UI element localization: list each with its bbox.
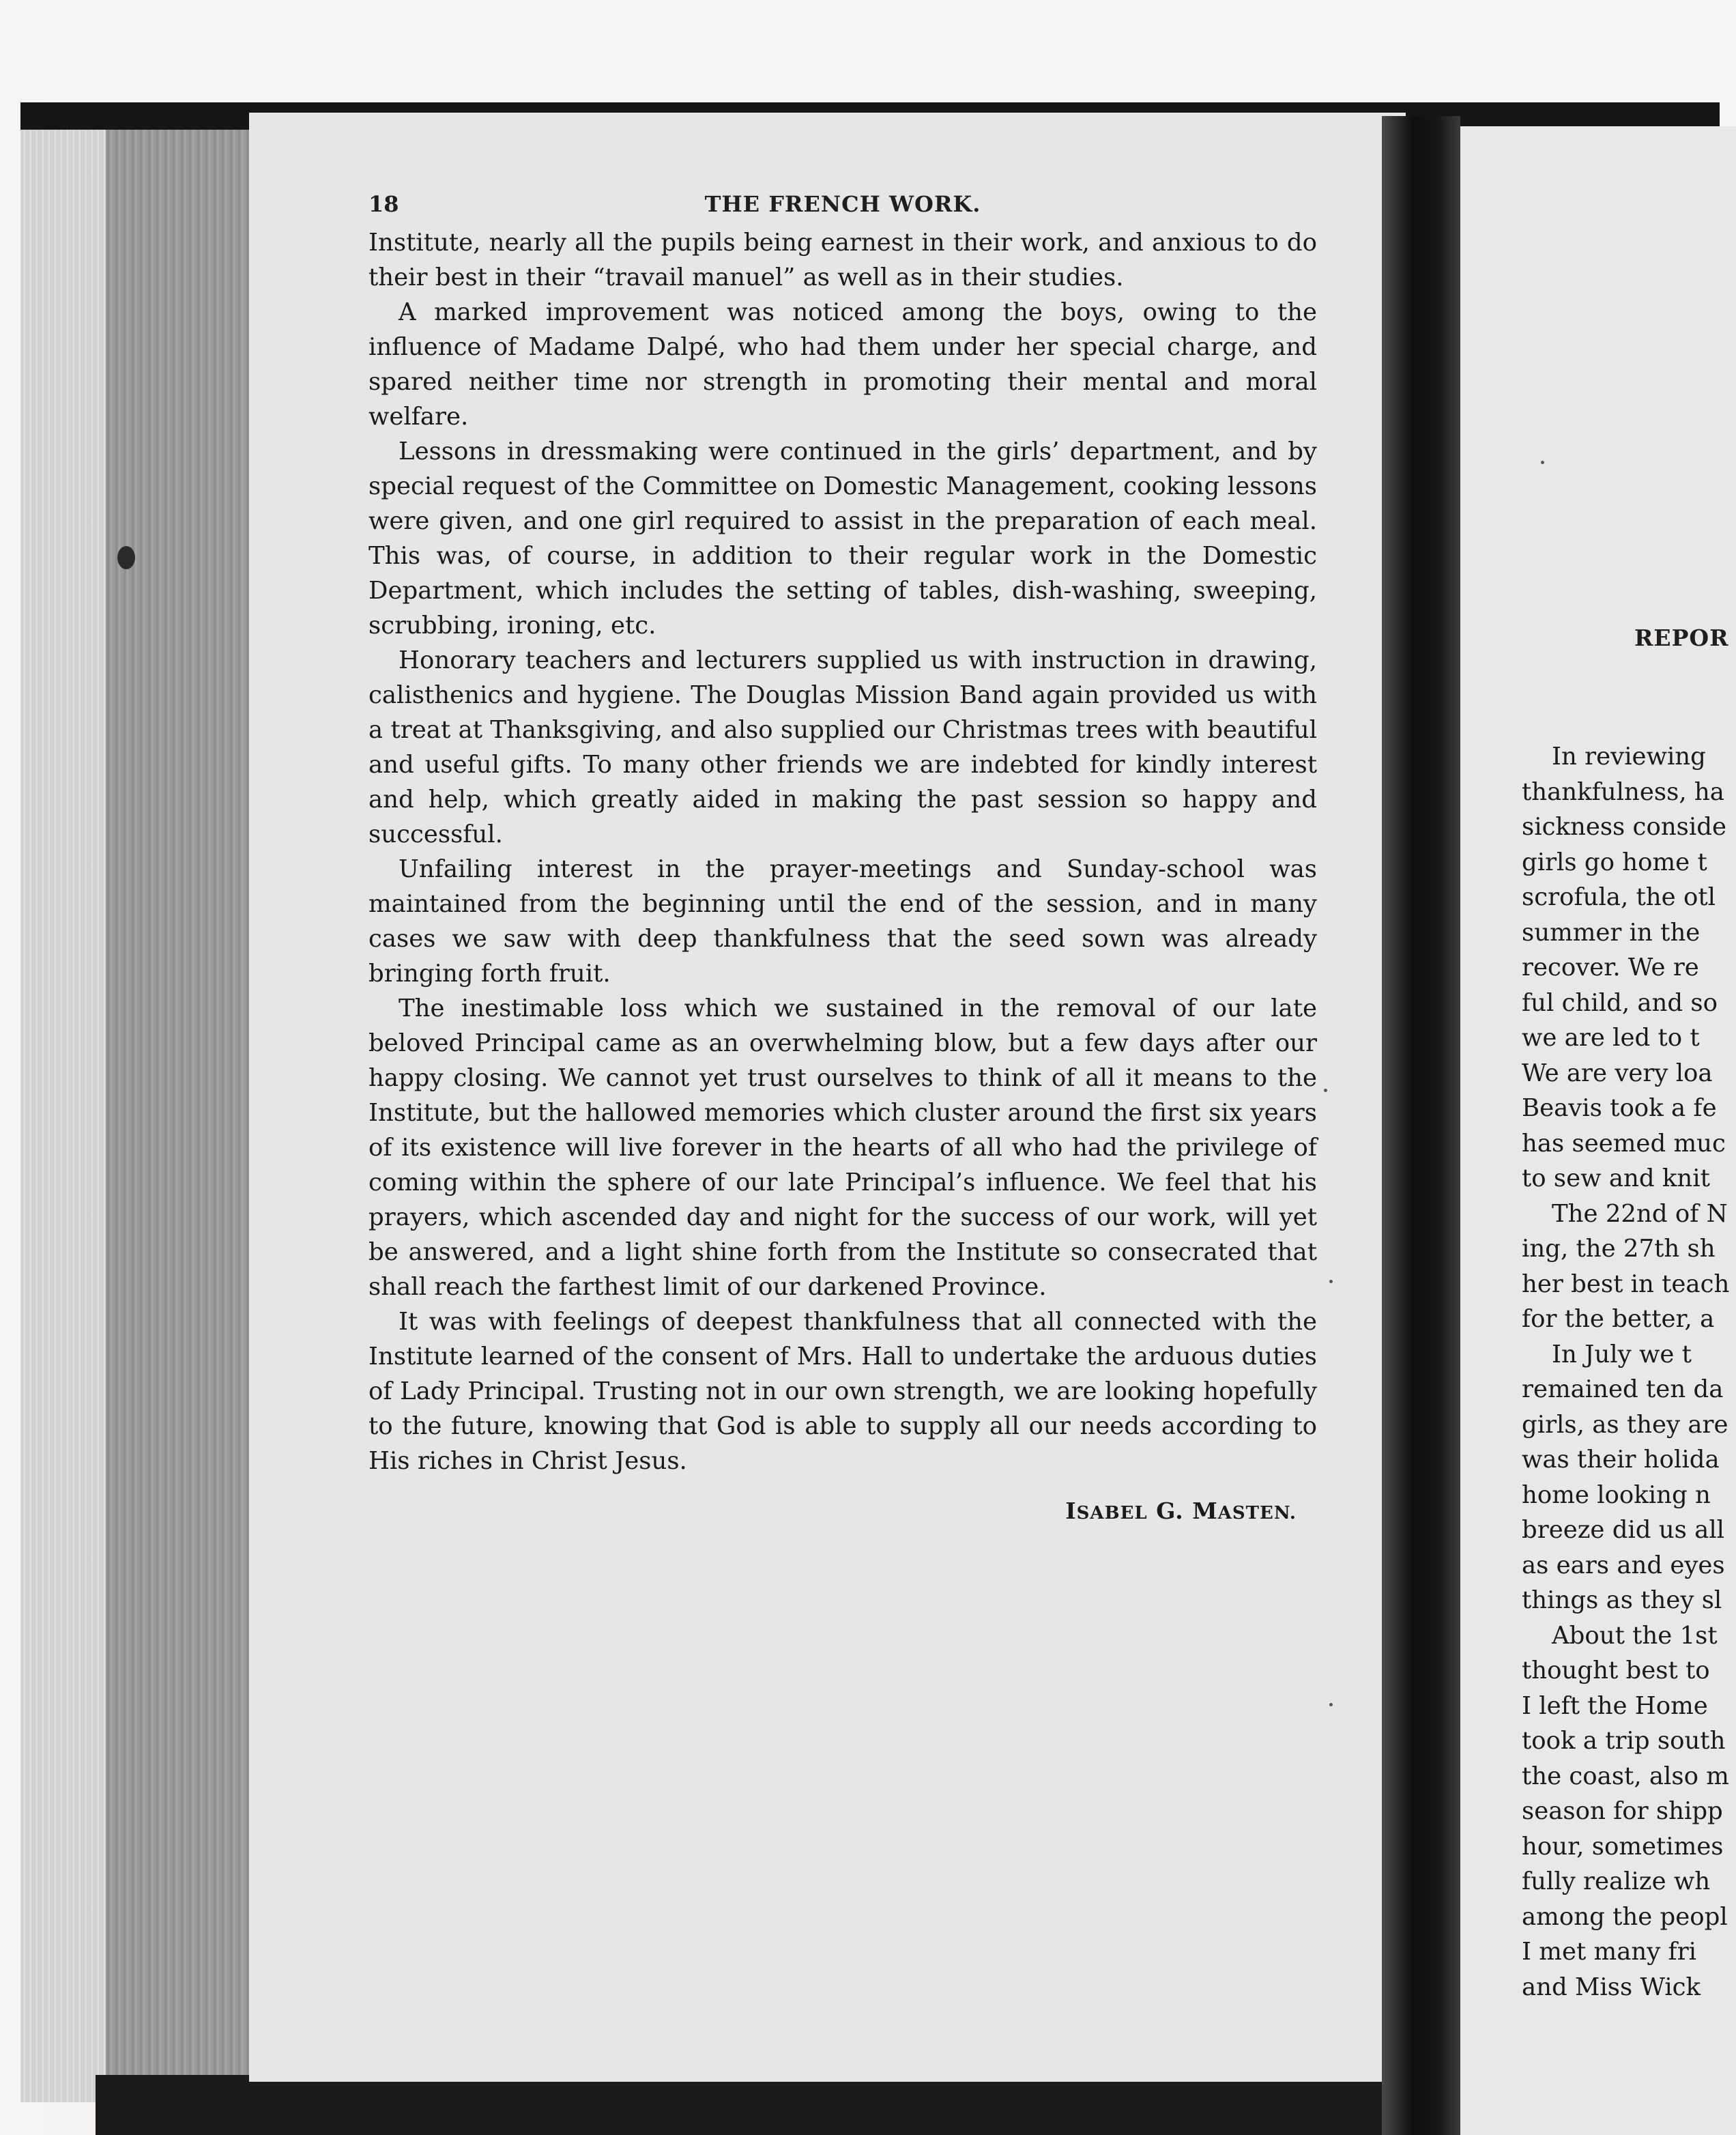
book-shadow-bottom bbox=[96, 2075, 1392, 2135]
right-page-heading: REPOR bbox=[1634, 625, 1729, 651]
right-line: recover. We re bbox=[1522, 954, 1699, 981]
paragraph: Honorary teachers and lecturers supplied us with instruction in drawing, calisthenics and hygiene. The Douglas Mission Band again provided us with a treat at Thanksgiving, and also supplied our Christmas trees with beautiful and useful gifts. To many other friends we are indebted for kindly interest and help, which greatly aided in making the past session so happy and successful. bbox=[368, 646, 1317, 848]
signature-initial: I bbox=[1065, 1498, 1077, 1524]
right-line: things as they sl bbox=[1522, 1586, 1722, 1614]
right-line: to sew and knit bbox=[1522, 1164, 1710, 1192]
right-line: breeze did us all bbox=[1522, 1516, 1725, 1544]
page-hole bbox=[117, 546, 135, 569]
speck bbox=[1329, 1280, 1333, 1283]
signature-middle: G. bbox=[1156, 1498, 1184, 1524]
right-line: scrofula, the otl bbox=[1522, 883, 1716, 911]
right-line: we are led to t bbox=[1522, 1024, 1700, 1052]
signature-initial: M bbox=[1192, 1498, 1218, 1524]
right-line: among the peopl bbox=[1522, 1902, 1728, 1931]
right-line: ful child, and so bbox=[1522, 988, 1718, 1017]
right-line: ing, the 27th sh bbox=[1522, 1235, 1716, 1263]
right-line: fully realize wh bbox=[1522, 1867, 1711, 1895]
speck bbox=[1541, 461, 1544, 464]
right-line: I met many fri bbox=[1522, 1938, 1697, 1966]
running-head bbox=[368, 191, 1317, 225]
right-line: took a trip south bbox=[1522, 1727, 1726, 1755]
right-line: girls go home t bbox=[1522, 848, 1707, 876]
speck bbox=[1329, 1703, 1333, 1706]
speck bbox=[1324, 1089, 1327, 1092]
right-line: I left the Home bbox=[1522, 1691, 1708, 1720]
signature-rest: ASTEN. bbox=[1217, 1503, 1297, 1523]
right-line: thankfulness, ha bbox=[1522, 777, 1724, 806]
right-page-text bbox=[1522, 739, 1736, 2005]
paragraph: The inestimable loss which we sustained in the removal of our late beloved Principal came as an overwhelming blow, but a few days after our happy closing. We cannot yet trust ourselves to think of all it means to the Institute, but the hallowed memories which cluster around the first six years of its existence will live forever in the hearts of all who had the privilege of coming within the sphere of our late Principal’s influence. We feel that his prayers, which ascended day and night for the success of our work, will yet be answered, and a light shine forth from the Institute so consecrated that shall reach the farthest limit of our darkened Province. bbox=[368, 994, 1317, 1301]
page-number: 18 bbox=[368, 191, 399, 217]
right-line: and Miss Wick bbox=[1522, 1973, 1701, 2001]
right-line: hour, sometimes bbox=[1522, 1832, 1724, 1861]
right-line: The 22nd of N bbox=[1552, 1199, 1728, 1228]
signature-rest: SABEL bbox=[1076, 1503, 1148, 1523]
right-line: her best in teach bbox=[1522, 1270, 1730, 1298]
left-page-text bbox=[368, 191, 1317, 1524]
right-line: We are very loa bbox=[1522, 1059, 1713, 1087]
right-line: remained ten da bbox=[1522, 1375, 1724, 1403]
right-line: the coast, also m bbox=[1522, 1762, 1729, 1790]
paragraph: Unfailing interest in the prayer-meetings and Sunday-school was maintained from the beginning until the end of the session, and in many cases we saw with deep thankfulness that the seed sown was already bringing forth fruit. bbox=[368, 855, 1317, 988]
paragraph: A marked improvement was noticed among the boys, owing to the influence of Madame Dalpé, who had them under her special charge, and spared neither time nor strength in promoting their mental and moral welfare. bbox=[368, 298, 1317, 431]
right-line: summer in the bbox=[1522, 918, 1701, 947]
signature bbox=[368, 1498, 1297, 1524]
paragraph: It was with feelings of deepest thankfulness that all connected with the Institute learned of the consent of Mrs. Hall to undertake the arduous duties of Lady Principal. Trusting not in our own strength, we are looking hopefully to the future, knowing that God is able to supply all our needs according to His riches in Christ Jesus. bbox=[368, 1308, 1317, 1475]
right-line: Beavis took a fe bbox=[1522, 1094, 1717, 1122]
right-line: sickness conside bbox=[1522, 813, 1726, 841]
right-line: About the 1st bbox=[1552, 1621, 1718, 1650]
right-line: home looking n bbox=[1522, 1480, 1711, 1509]
right-line: thought best to bbox=[1522, 1657, 1710, 1685]
right-line: In July we t bbox=[1552, 1340, 1692, 1369]
right-line: as ears and eyes bbox=[1522, 1551, 1725, 1579]
right-line: has seemed muc bbox=[1522, 1129, 1726, 1158]
paragraph: Lessons in dressmaking were continued in the girls’ department, and by special request of the Committee on Domestic Management, cooking lessons were given, and one girl required to assist in the preparation of each meal. This was, of course, in addition to their regular work in the Domestic Department, which includes the setting of tables, dish-washing, sweeping, scrubbing, ironing, etc. bbox=[368, 438, 1317, 640]
right-line: was their holida bbox=[1522, 1446, 1720, 1474]
right-line: for the better, a bbox=[1522, 1305, 1715, 1333]
right-line: girls, as they are bbox=[1522, 1410, 1728, 1439]
right-page bbox=[1460, 126, 1736, 2135]
paragraph: Institute, nearly all the pupils being earnest in their work, and anxious to do their best in their “travail manuel” as well as in their studies. bbox=[368, 229, 1317, 291]
book-page-edges-inner bbox=[106, 113, 249, 2082]
book-gutter bbox=[1382, 116, 1460, 2135]
running-title: THE FRENCH WORK. bbox=[704, 191, 981, 217]
right-line: season for shipp bbox=[1522, 1797, 1723, 1825]
right-line: In reviewing bbox=[1552, 743, 1706, 771]
